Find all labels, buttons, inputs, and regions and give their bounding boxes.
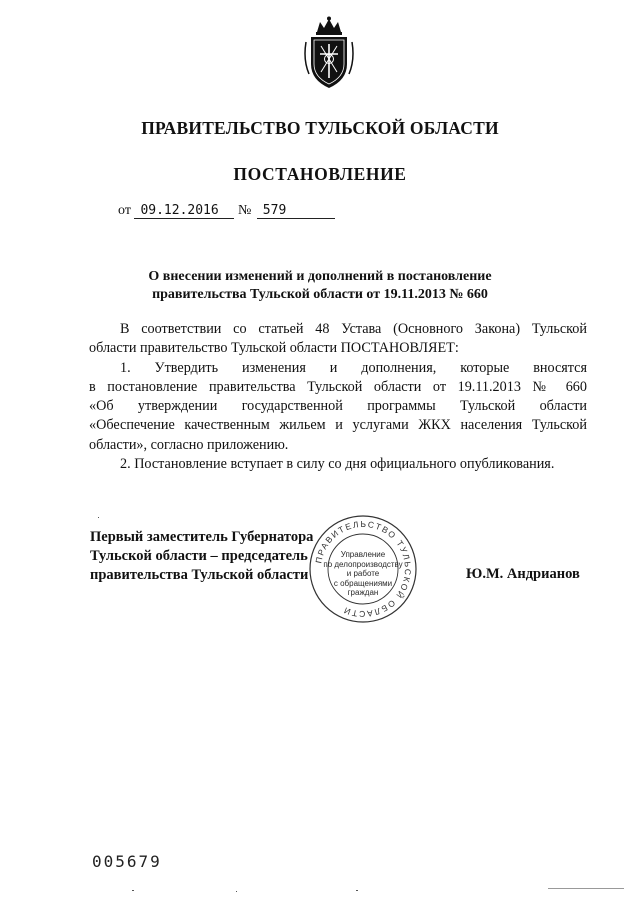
- signatory-position: [90, 528, 313, 585]
- scan-speck: [236, 891, 237, 892]
- stamp-line: с обращениями: [333, 578, 393, 588]
- item-2-paragraph: [89, 455, 587, 474]
- scan-speck: [98, 517, 99, 518]
- text-line: «Обеспечение качественным жильем и услугами ЖКХ населения Тульской: [89, 417, 587, 434]
- text-line: области правительство Тульской области ПОСТАНОВЛЯЕТ:: [89, 340, 459, 357]
- subject-line: О внесении изменений и дополнений в постановление: [148, 269, 492, 284]
- stamp-ring-label: ПРАВИТЕЛЬСТВО ТУЛЬСКОЙ ОБЛАСТИ: [313, 518, 414, 620]
- text-line: В соответствии со статьей 48 Устава (Основного Закона) Тульской: [120, 321, 587, 337]
- text-line: 2. Постановление вступает в силу со дня официального опубликования.: [120, 456, 555, 473]
- position-line: правительства Тульской области: [90, 567, 309, 583]
- position-line: Тульской области – председатель: [90, 548, 308, 564]
- text-line: в постановление правительства Тульской области от 19.11.2013 № 660: [89, 378, 587, 395]
- coat-of-arms-icon: [303, 16, 355, 90]
- document-type: ПОСТАНОВЛЕНИЕ: [233, 164, 407, 184]
- registration-line: [118, 203, 335, 219]
- stamp-line: по делопроизводству: [323, 559, 403, 569]
- number-prefix: №: [237, 203, 252, 218]
- stamp-line: граждан: [347, 588, 379, 598]
- item-1-paragraph: [89, 359, 587, 455]
- document-subject: [90, 268, 550, 304]
- text-line: 1. Утвердить изменения и дополнения, которые вносятся: [120, 359, 587, 376]
- scan-edge-line: [548, 888, 624, 889]
- scan-speck: [356, 890, 358, 891]
- date-prefix: от: [118, 203, 131, 218]
- position-line: Первый заместитель Губернатора: [90, 529, 314, 545]
- text-line: области», согласно приложению.: [89, 436, 289, 453]
- signatory-name: Ю.М. Андрианов: [466, 566, 580, 582]
- government-title: ПРАВИТЕЛЬСТВО ТУЛЬСКОЙ ОБЛАСТИ: [141, 118, 499, 138]
- document-date: 09.12.2016: [134, 203, 234, 219]
- document-number: 579: [257, 203, 335, 219]
- stamp-line: и работе: [346, 569, 380, 579]
- serial-number: 005679: [92, 852, 162, 871]
- stamp-line: Управление: [340, 550, 386, 559]
- scan-speck: [132, 890, 134, 891]
- text-line: «Об утверждении государственной программы Тульской области: [89, 398, 587, 415]
- document-body: [89, 320, 587, 474]
- subject-line: правительства Тульской области от 19.11.2013 № 660: [152, 287, 488, 302]
- preamble-paragraph: [89, 320, 587, 359]
- stamp-center-text: [322, 550, 404, 598]
- round-stamp: [308, 514, 418, 624]
